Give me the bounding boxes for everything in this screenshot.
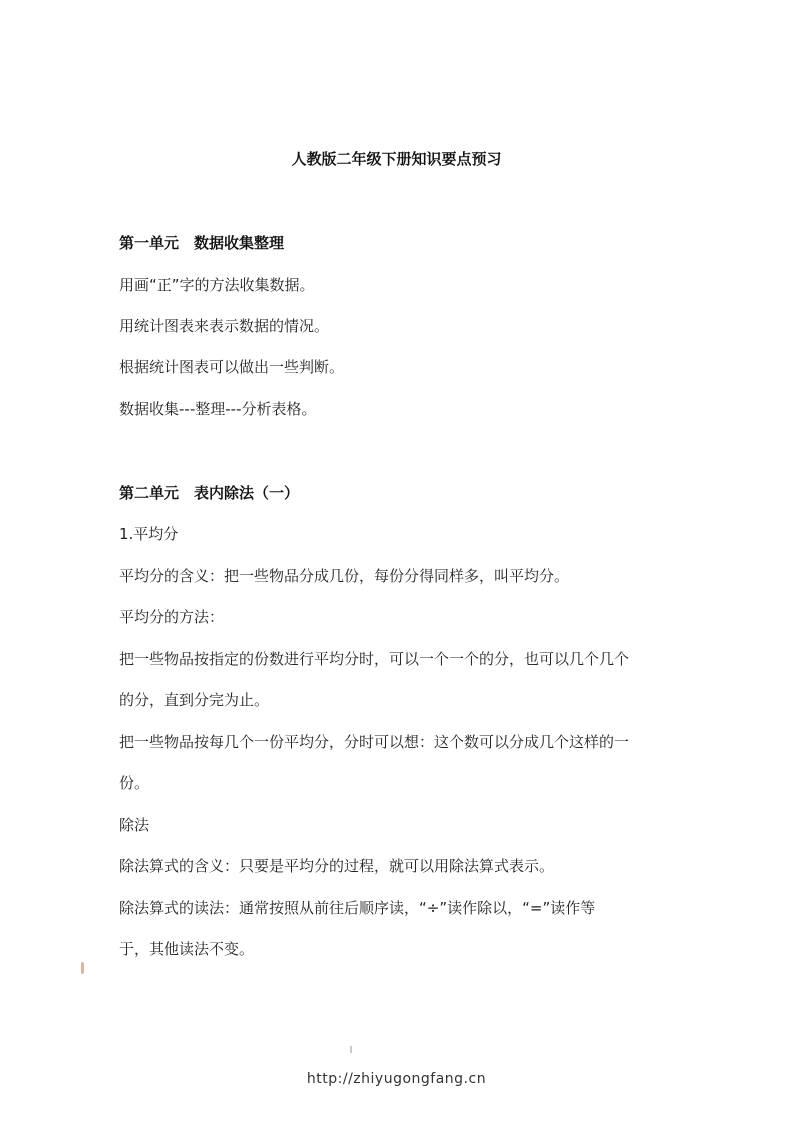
paragraph-line: 用画“正”字的方法收集数据。	[119, 276, 315, 294]
paragraph-line: 的分，直到分完为止。	[119, 691, 270, 709]
paragraph-line: 除法算式的含义：只要是平均分的过程，就可以用除法算式表示。	[119, 857, 555, 875]
unit2-heading: 第二单元 表内除法（一）	[119, 484, 300, 502]
paragraph-line: 平均分的含义：把一些物品分成几份，每份分得同样多，叫平均分。	[119, 567, 570, 585]
paragraph-line: 除法算式的读法：通常按照从前往后顺序读，“÷”读作除以，“=”读作等	[119, 899, 596, 917]
scan-speck	[350, 1046, 352, 1053]
unit1-heading: 第一单元 数据收集整理	[119, 234, 285, 252]
document-title: 人教版二年级下册知识要点预习	[291, 150, 502, 168]
paragraph-line: 根据统计图表可以做出一些判断。	[119, 358, 345, 376]
paragraph-line: 把一些物品按指定的份数进行平均分时，可以一个一个的分，也可以几个几个	[119, 650, 630, 668]
paragraph-line: 份。	[119, 774, 150, 792]
paragraph-line: 1.平均分	[119, 525, 179, 543]
paragraph-line: 数据收集---整理---分析表格。	[119, 400, 317, 418]
scan-speck	[81, 962, 84, 974]
paragraph-line: 平均分的方法：	[119, 608, 225, 626]
paragraph-line: 除法	[119, 816, 150, 834]
paragraph-line: 用统计图表来表示数据的情况。	[119, 317, 330, 335]
paragraph-line: 把一些物品按每几个一份平均分，分时可以想：这个数可以分成几个这样的一	[119, 733, 630, 751]
footer-url[interactable]: http://zhiyugongfang.cn	[306, 1071, 487, 1087]
paragraph-line: 于，其他读法不变。	[119, 940, 255, 958]
